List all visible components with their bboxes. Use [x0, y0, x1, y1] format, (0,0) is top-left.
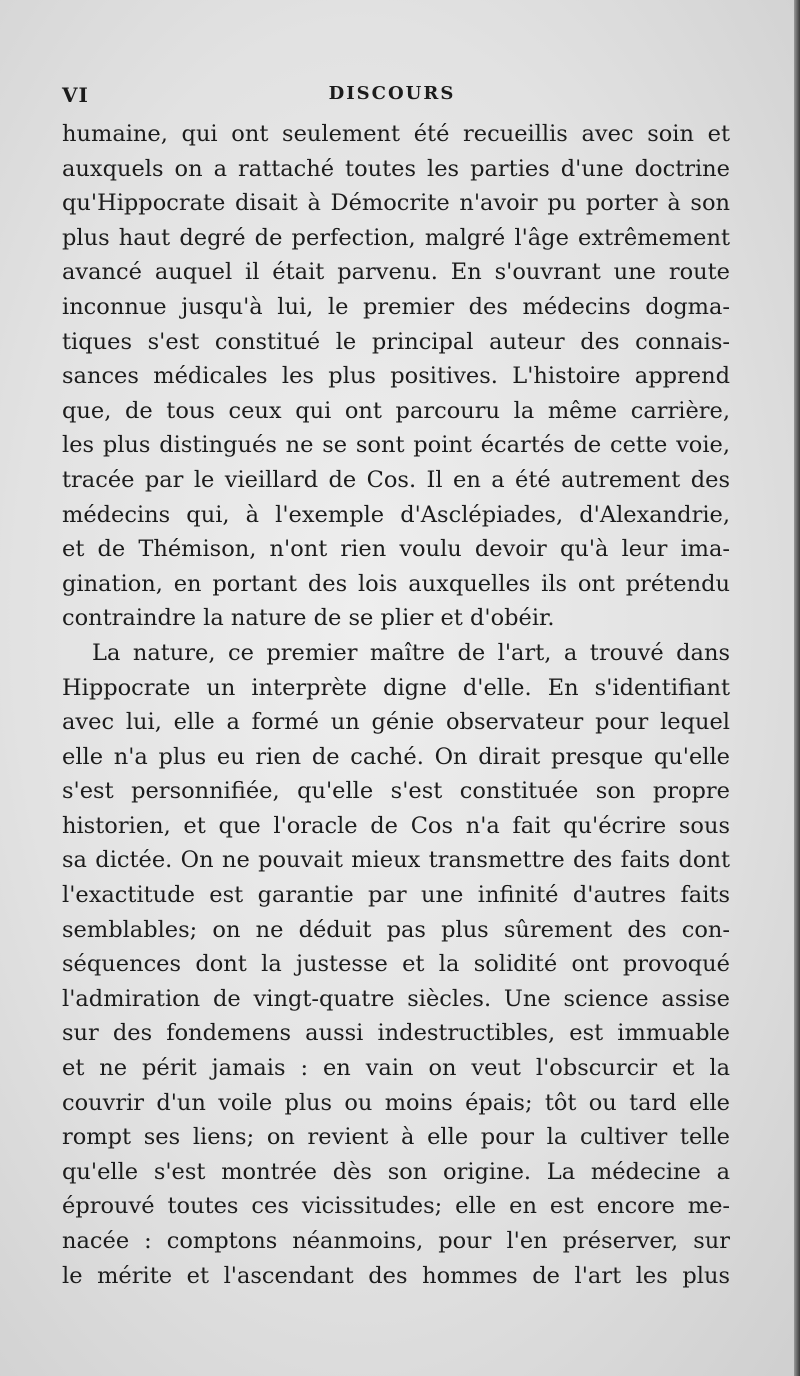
text-line: plus haut degré de perfection, malgré l'âge extrêmement — [62, 224, 730, 251]
body-text — [62, 117, 730, 1293]
paragraph-end-line: contraindre la nature de se plier et d'obéir. — [62, 605, 555, 632]
page-edge-shadow — [794, 0, 800, 1376]
text-line: couvrir d'un voile plus ou moins épais; tôt ou tard elle — [62, 1089, 730, 1116]
text-line: l'admiration de vingt-quatre siècles. Une science assise — [62, 985, 730, 1012]
paragraph-start-line: La nature, ce premier maître de l'art, a trouvé dans — [92, 639, 730, 666]
text-line: et ne périt jamais : en vain on veut l'obscurcir et la — [62, 1055, 730, 1082]
text-line: sances médicales les plus positives. L'histoire apprend — [62, 363, 730, 390]
text-line: et de Thémison, n'ont rien voulu devoir qu'à leur ima- — [62, 536, 730, 563]
text-line: éprouvé toutes ces vicissitudes; elle en est encore me- — [62, 1193, 730, 1220]
text-line: tiques s'est constitué le principal auteur des connais- — [62, 328, 730, 355]
text-line: nacée : comptons néanmoins, pour l'en préserver, sur — [62, 1228, 730, 1254]
text-line: l'exactitude est garantie par une infinité d'autres faits — [62, 882, 730, 909]
text-line: qu'elle s'est montrée dès son origine. La médecine a — [62, 1158, 730, 1185]
text-line: médecins qui, à l'exemple d'Asclépiades, d'Alexandrie, — [62, 501, 730, 528]
text-line: elle n'a plus eu rien de caché. On dirait presque qu'elle — [62, 743, 730, 770]
text-line: sa dictée. On ne pouvait mieux transmettre des faits dont — [62, 847, 730, 874]
running-title: DISCOURS — [328, 83, 456, 104]
text-line: Hippocrate un interprète digne d'elle. En s'identifiant — [62, 674, 730, 701]
text-line: semblables; on ne déduit pas plus sûrement des con- — [62, 916, 730, 943]
text-line: humaine, qui ont seulement été recueillis avec soin et — [62, 121, 730, 147]
text-line: que, de tous ceux qui ont parcouru la même carrière, — [62, 397, 730, 424]
text-line: le mérite et l'ascendant des hommes de l'art les plus — [62, 1262, 730, 1289]
text-line: avancé auquel il était parvenu. En s'ouvrant une route — [62, 259, 730, 286]
text-line: inconnue jusqu'à lui, le premier des médecins dogma- — [62, 293, 730, 320]
page-number: VI — [62, 83, 89, 107]
text-line: qu'Hippocrate disait à Démocrite n'avoir pu porter à son — [62, 190, 730, 217]
text-line: séquences dont la justesse et la solidité ont provoqué — [62, 951, 730, 978]
text-line: auxquels on a rattaché toutes les parties d'une doctrine — [62, 155, 730, 182]
text-line: s'est personnifiée, qu'elle s'est constituée son propre — [62, 778, 730, 805]
text-line: tracée par le vieillard de Cos. Il en a été autrement des — [62, 466, 730, 493]
text-line: les plus distingués ne se sont point écartés de cette voie, — [62, 432, 730, 459]
page-header — [62, 83, 722, 113]
text-line: historien, et que l'oracle de Cos n'a fait qu'écrire sous — [62, 812, 730, 839]
text-line: sur des fondemens aussi indestructibles, est immuable — [62, 1020, 730, 1047]
text-line: rompt ses liens; on revient à elle pour la cultiver telle — [62, 1124, 730, 1151]
text-line: gination, en portant des lois auxquelles ils ont prétendu — [62, 570, 730, 597]
text-line: avec lui, elle a formé un génie observateur pour lequel — [62, 709, 730, 736]
